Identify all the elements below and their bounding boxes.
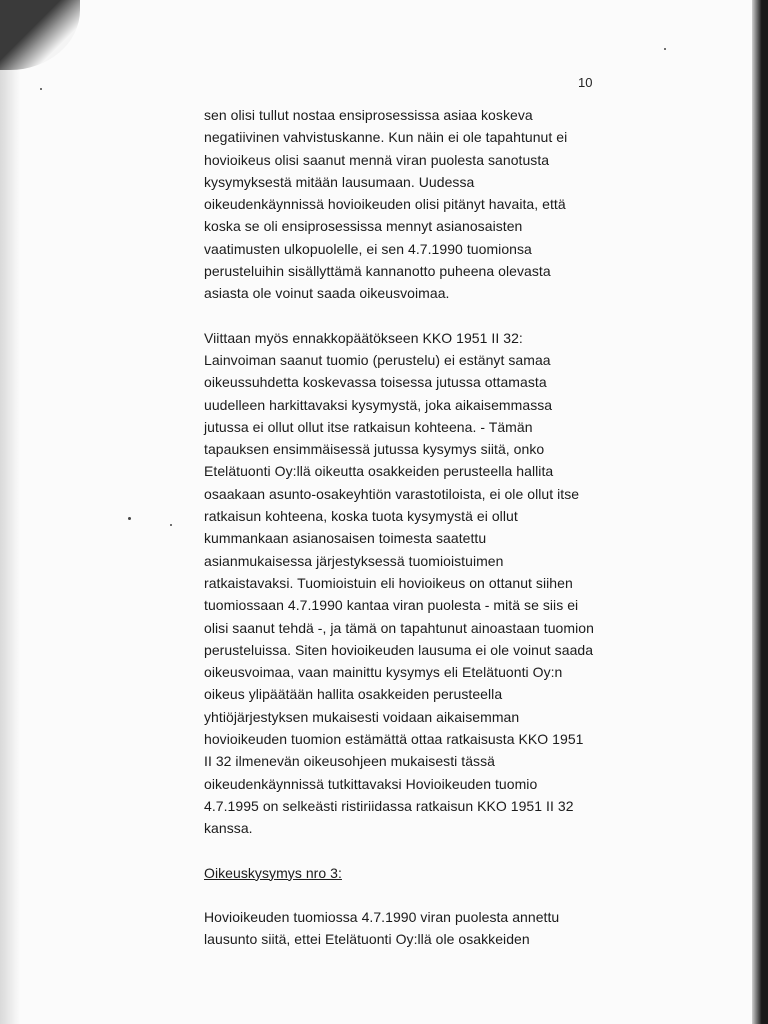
text-line: kanssa. [204, 820, 253, 837]
text-line: Viittaan myös ennakkopäätökseen KKO 1951 II 32: [204, 329, 523, 346]
text-line: oikeudenkäynnissä tutkittavaksi Hovioikeuden tuomio [204, 775, 538, 792]
text-line: vaatimusten ulkopuolelle, ei sen 4.7.1990 tuomionsa [204, 240, 532, 257]
text-line: yhtiöjärjestyksen mukaisesti voidaan aikaisemman [204, 708, 520, 725]
text-line: asianmukaisessa järjestyksessä tuomioistuimen [204, 552, 504, 569]
text-line: osaakaan asunto-osakeyhtiön varastotiloista, ei ole ollut itse [204, 485, 580, 502]
text-line: hovioikeuden tuomion estämättä ottaa ratkaisusta KKO 1951 [204, 731, 584, 748]
text-line: 4.7.1995 on selkeästi ristiriidassa ratkaisun KKO 1951 II 32 [204, 797, 574, 814]
text-line: Etelätuonti Oy:llä oikeutta osakkeiden perusteella hallita [204, 463, 554, 480]
text-line: oikeussuhdetta koskevassa toisessa jutussa ottamasta [204, 374, 547, 391]
folded-corner [0, 0, 80, 70]
paragraph-gap [204, 840, 644, 862]
text-line: oikeusvoimaa, vaan mainittu kysymys eli Etelätuonti Oy:n [204, 664, 563, 681]
paper-left-shadow [0, 60, 20, 1024]
section-heading-3 [204, 862, 644, 884]
text-line: perusteluihin sisällyttämä kannanotto puheena olevasta [204, 263, 551, 280]
section-heading: Oikeuskysymys nro 3: [204, 864, 342, 881]
text-line: II 32 ilmenevän oikeusohjeen mukaisesti tässä [204, 753, 495, 770]
text-line: hovioikeus olisi saanut mennä viran puolesta sanotusta [204, 151, 550, 168]
text-line: tuomiossaan 4.7.1990 kantaa viran puolesta - mitä se siis ei [204, 597, 579, 614]
text-line: uudelleen harkittavaksi kysymystä, joka aikaisemmassa [204, 396, 553, 413]
paragraph-gap [204, 305, 644, 327]
page-number: 10 [578, 75, 593, 90]
text-line: tapauksen ensimmäisessä jutussa kysymys siitä, onko [204, 441, 545, 458]
text-line: negatiivinen vahvistuskanne. Kun näin ei ole tapahtunut ei [204, 129, 568, 146]
paragraph-gap [204, 884, 644, 906]
text-line: jutussa ei ollut ollut itse ratkaisun kohteena. - Tämän [204, 418, 533, 435]
scan-speck [40, 88, 42, 90]
paragraph-1 [204, 104, 644, 305]
text-line: kysymyksestä mitään lausumaan. Uudessa [204, 173, 475, 190]
scanner-edge [752, 0, 768, 1024]
paragraph-2 [204, 327, 644, 840]
document-body [204, 104, 644, 950]
text-line: oikeus ylipäätään hallita osakkeiden perusteella [204, 686, 503, 703]
text-line: lausunto siitä, ettei Etelätuonti Oy:llä ole osakkeiden [204, 931, 530, 948]
text-line: perusteluissa. Siten hovioikeuden lausuma ei ole voinut saada [204, 641, 594, 658]
text-line: ratkaisun kohteena, koska tuota kysymystä ei ollut [204, 508, 518, 525]
scan-speck [170, 524, 172, 526]
text-line: Hovioikeuden tuomiossa 4.7.1990 viran puolesta annettu [204, 908, 560, 925]
text-line: kummankaan asianosaisen toimesta saatettu [204, 530, 487, 547]
text-line: Lainvoiman saanut tuomio (perustelu) ei estänyt samaa [204, 351, 551, 368]
text-line: koska se oli ensiprosessissa mennyt asianosaisten [204, 218, 523, 235]
paragraph-3 [204, 906, 644, 951]
scan-speck [664, 48, 666, 50]
text-line: asiasta ole voinut saada oikeusvoimaa. [204, 285, 450, 302]
text-line: oikeudenkäynnissä hovioikeuden olisi pitänyt havaita, että [204, 196, 566, 213]
text-line: sen olisi tullut nostaa ensiprosessissa asiaa koskeva [204, 107, 533, 123]
text-line: ratkaistavaksi. Tuomioistuin eli hovioikeus on ottanut siihen [204, 574, 573, 591]
scan-speck [128, 517, 131, 520]
text-line: olisi saanut tehdä -, ja tämä on tapahtunut ainoastaan tuomion [204, 619, 594, 636]
